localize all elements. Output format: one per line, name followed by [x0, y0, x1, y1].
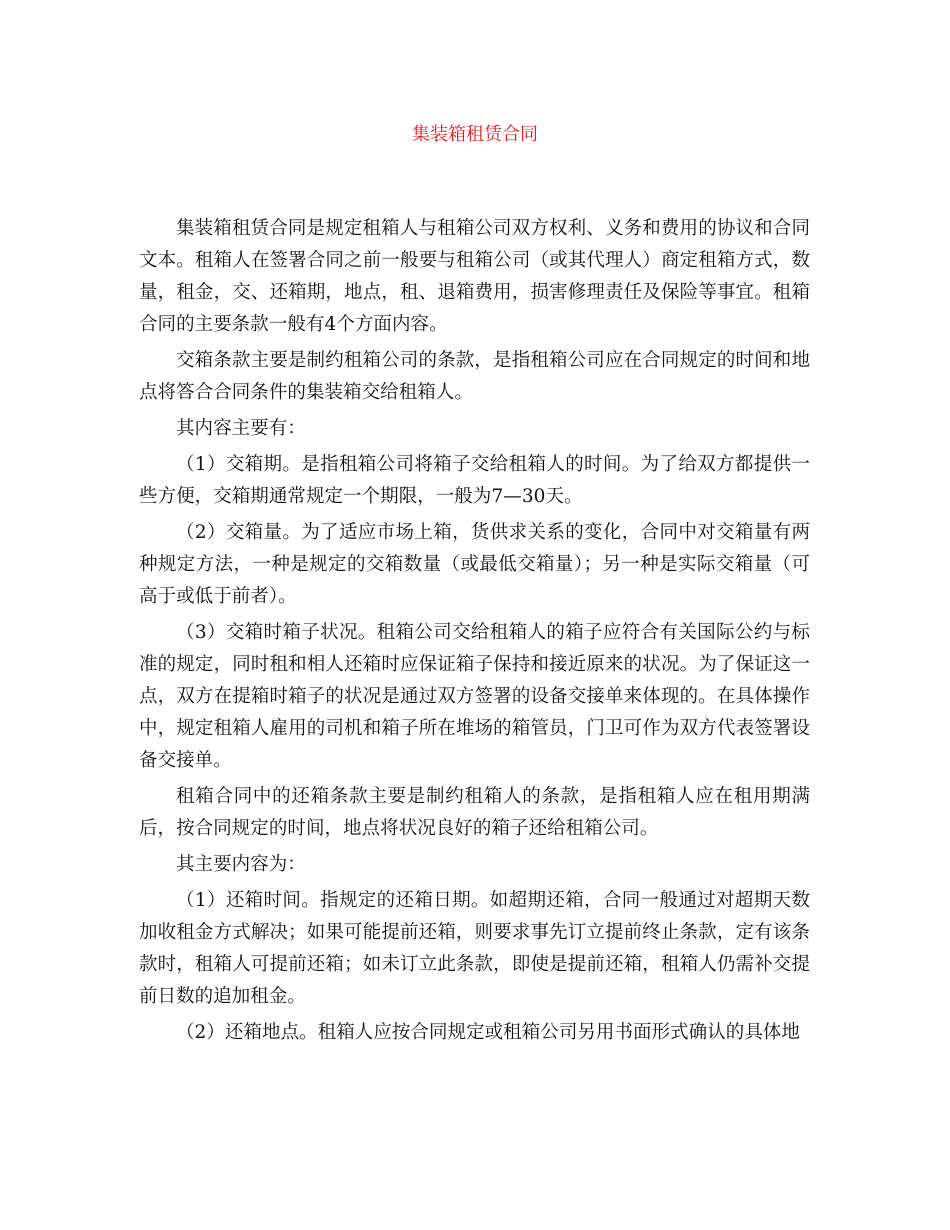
paragraph-delivery-quantity: （2）交箱量。为了适应市场上箱，货供求关系的变化，合同中对交箱量有两种规定方法，一种是规定的交箱数量（或最低交箱量）；另一种是实际交箱量（可高于或低于前者）。 [139, 522, 810, 607]
paragraph-return-time: （1）还箱时间。指规定的还箱日期。如超期还箱，合同一般通过对超期天数加收租金方式解决；如果可能提前还箱，则要求事先订立提前终止条款，定有该条款时，租箱人可提前还箱；如未订立此条款，即使是提前还箱，租箱人仍需补交提前日数的追加租金。 [139, 890, 810, 1007]
paragraph-return-terms: 租箱合同中的还箱条款主要是制约租箱人的条款，是指租箱人应在租用期满后，按合同规定的时间，地点将状况良好的箱子还给租箱公司。 [139, 786, 810, 839]
paragraph-return-contents-heading: 其主要内容为： [176, 854, 306, 875]
paragraph-delivery-contents-heading: 其内容主要有： [176, 418, 306, 439]
document-body [139, 213, 810, 1049]
paragraph-delivery-period: （1）交箱期。是指租箱公司将箱子交给租箱人的时间。为了给双方都提供一些方便，交箱期通常规定一个期限，一般为7—30天。 [139, 454, 810, 507]
document-title: 集装箱租赁合同 [412, 124, 538, 145]
paragraph-delivery-terms: 交箱条款主要是制约租箱公司的条款，是指租箱公司应在合同规定的时间和地点将答合合同条件的集装箱交给租箱人。 [139, 350, 810, 403]
paragraph-delivery-condition: （3）交箱时箱子状况。租箱公司交给租箱人的箱子应符合有关国际公约与标准的规定，同时租和相人还箱时应保证箱子保持和接近原来的状况。为了保证这一点，双方在提箱时箱子的状况是通过双方签署的设备交接单来体现的。在具体操作中，规定租箱人雇用的司机和箱子所在堆场的箱管员，门卫可作为双方代表签署设备交接单。 [139, 622, 810, 771]
paragraph-intro: 集装箱租赁合同是规定租箱人与租箱公司双方权利、义务和费用的协议和合同文本。租箱人在签署合同之前一般要与租箱公司（或其代理人）商定租箱方式，数量，租金，交、还箱期，地点，租、退箱费用，损害修理责任及保险等事宜。租箱合同的主要条款一般有4个方面内容。 [139, 218, 810, 335]
paragraph-return-location: （2）还箱地点。租箱人应按合同规定或租箱公司另用书面形式确认的具体地 [176, 1022, 800, 1043]
